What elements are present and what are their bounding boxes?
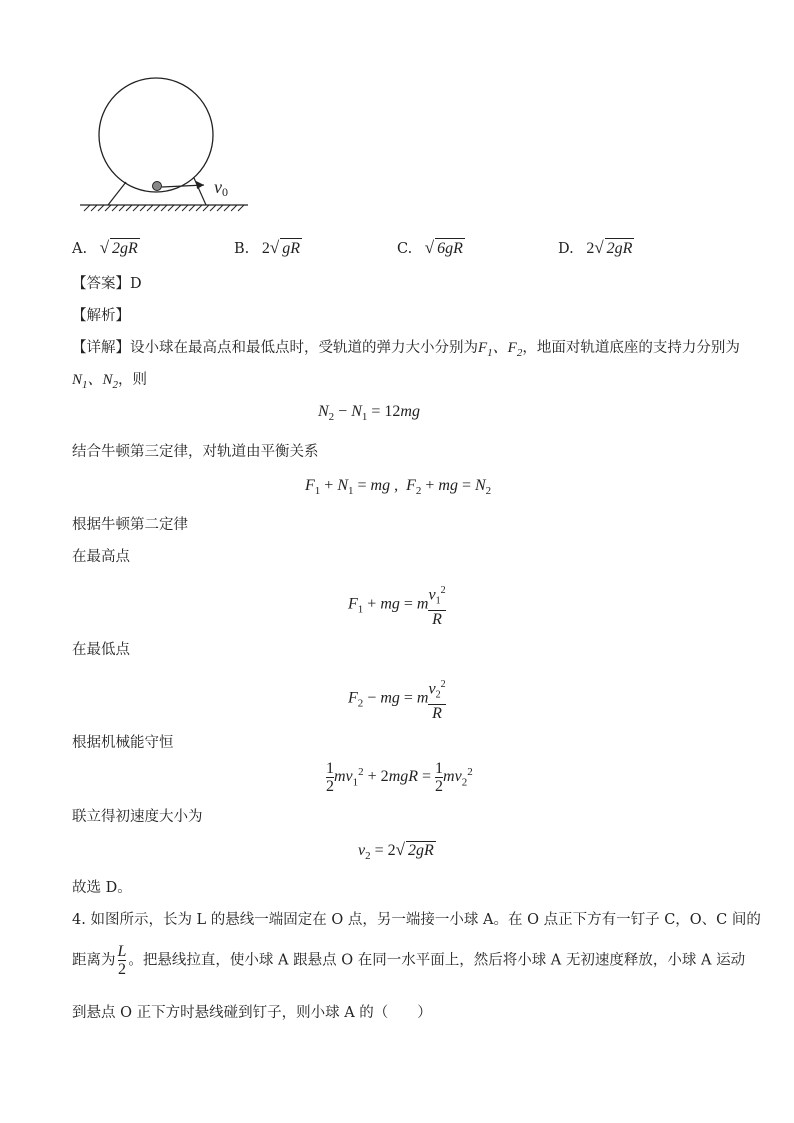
detail-line-1: 【详解】设小球在最高点和最低点时，受轨道的弹力大小分别为$F_1$、$F_2$，地面对轨道底座的支持力分别为 <box>72 340 740 359</box>
detail-tag: 【详解】 <box>72 340 130 356</box>
velocity-label: v0 <box>214 177 228 199</box>
answer-value: D <box>130 276 142 292</box>
question-4-line-3: 到悬点 O 正下方时悬线碰到钉子，则小球 A 的（ ） <box>72 1005 432 1021</box>
energy-text: 根据机械能守恒 <box>72 735 174 751</box>
highest-text: 在最高点 <box>72 549 130 565</box>
solve-text: 联立得初速度大小为 <box>72 809 203 825</box>
equation-6: $v_2 = 2√$ 2gR <box>358 840 434 863</box>
option-c: C. √ 6gR <box>397 238 463 257</box>
ball <box>153 182 162 191</box>
newton3-text: 结合牛顿第三定律，对轨道由平衡关系 <box>72 444 319 460</box>
circular-track <box>99 78 213 192</box>
detail-line-2: $N_1$、$N_2$，则 <box>72 372 148 391</box>
question-4-line-2: 距离为 $\frac{L}{2}$ 。把悬线拉直，使小球 A 跟悬点 O 在同一水平面上，然后将小球 A 无初速度释放，小球 A 运动 <box>72 943 746 978</box>
lowest-text: 在最低点 <box>72 642 130 658</box>
option-b: B. 2√ gR <box>234 238 300 257</box>
equation-2: $F_1 + N_1$ = mg , $F_2$ + mg = $N_2$ <box>305 477 492 498</box>
answer-line <box>72 274 142 294</box>
support-right <box>194 178 206 205</box>
question-4-line-1: 4. 如图所示，长为 L 的悬线一端固定在 O 点，另一端接一小球 A。在 O 点正下方有一钉子 C，O、C 间的 <box>72 912 761 928</box>
equation-3: $F_1$ + mg = m $\frac{v_1^2}{R}$ <box>348 585 446 628</box>
equation-1: $N_2 - N_1 = 12mg$ <box>318 403 420 424</box>
choose-text: 故选 D。 <box>72 880 132 896</box>
option-a: A. √ 2gR <box>72 238 138 257</box>
newton2-text: 根据牛顿第二定律 <box>72 517 188 533</box>
track-figure <box>70 65 260 215</box>
analysis-tag: 【解析】 <box>72 308 130 324</box>
answer-tag: 【答案】 <box>72 276 130 292</box>
equation-4: $F_2$ − mg = m $\frac{v_2^2}{R}$ <box>348 679 446 722</box>
velocity-arrowhead <box>196 181 204 189</box>
option-d: D. 2√ 2gR <box>558 238 633 257</box>
ground-hatch <box>84 205 244 211</box>
equation-5: $\frac{1}{2}$ $mv_1^2 + 2mgR$ = $\frac{1}{2}$ $mv_2^2$ <box>326 760 473 795</box>
support-left <box>108 182 126 205</box>
